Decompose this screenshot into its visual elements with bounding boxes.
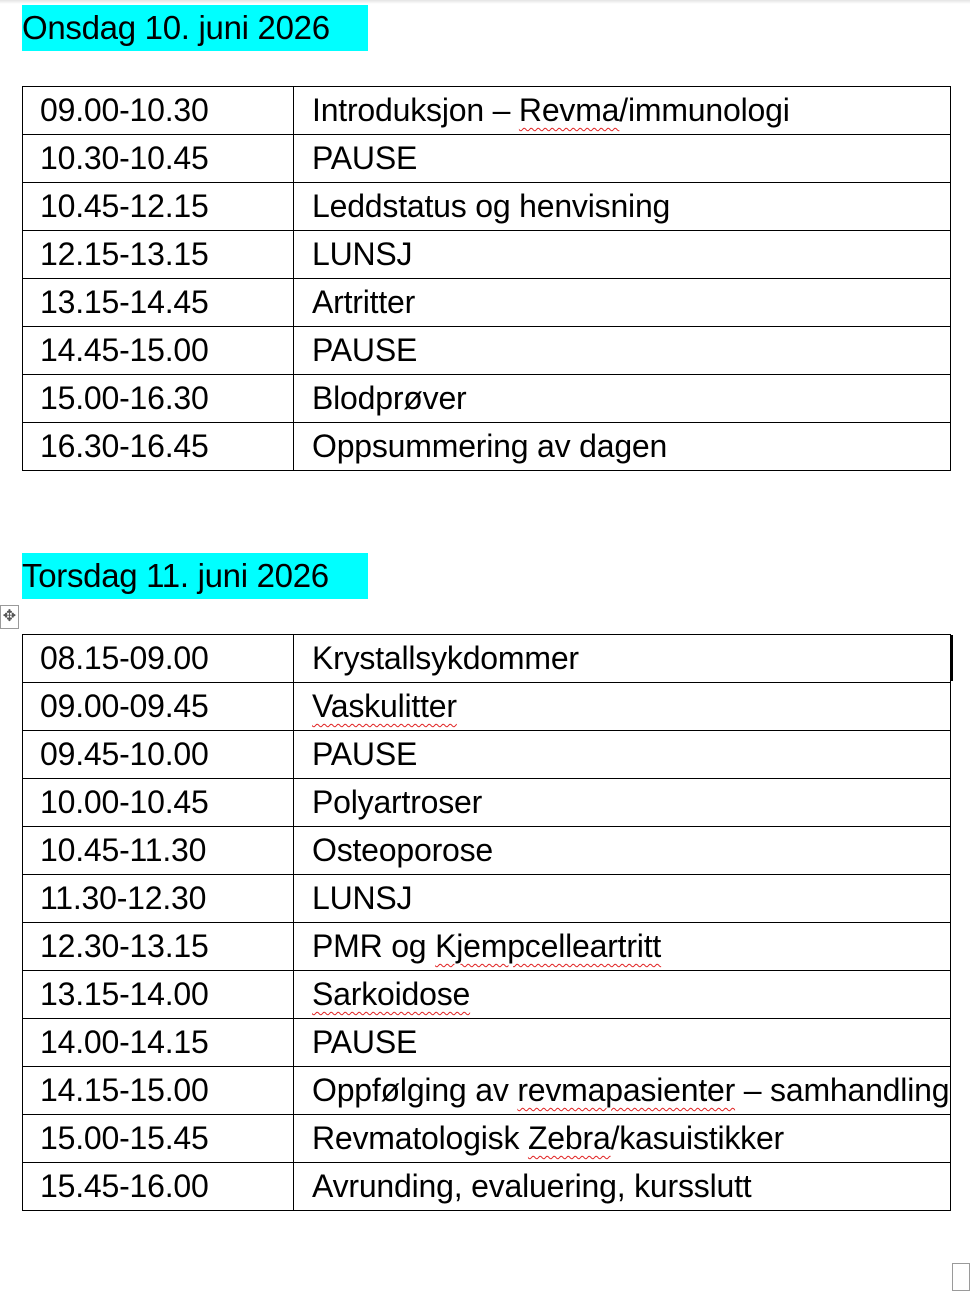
activity-cell[interactable]	[294, 183, 951, 231]
activity-text: PMR og	[312, 928, 436, 964]
schedule-table-thursday	[22, 634, 951, 1211]
time-text: 13.15-14.00	[40, 976, 209, 1012]
schedule-row	[23, 375, 951, 423]
move-arrows-icon: ✥	[2, 608, 17, 625]
spellcheck-flagged-word[interactable]: Kjempcelleartritt	[435, 928, 662, 964]
schedule-row	[23, 135, 951, 183]
activity-cell[interactable]	[294, 779, 951, 827]
time-text: 10.30-10.45	[40, 140, 209, 176]
time-slot[interactable]	[23, 135, 294, 183]
spellcheck-flagged-word[interactable]: Revma	[518, 92, 620, 128]
time-slot[interactable]	[23, 375, 294, 423]
activity-text: Oppfølging av	[312, 1072, 518, 1108]
time-text: 14.15-15.00	[40, 1072, 209, 1108]
text-cursor	[950, 635, 953, 681]
schedule-table-wednesday	[22, 86, 951, 471]
spellcheck-flagged-word[interactable]: Vaskulitter	[312, 688, 457, 724]
time-text: 12.15-13.15	[40, 236, 209, 272]
activity-text: Blodprøver	[312, 380, 467, 416]
day-heading-wednesday: Onsdag 10. juni 2026	[22, 5, 368, 51]
activity-text: PAUSE	[312, 1024, 418, 1060]
time-slot[interactable]	[23, 683, 294, 731]
activity-text: Osteoporose	[312, 832, 494, 868]
activity-cell[interactable]	[294, 731, 951, 779]
schedule-row	[23, 1115, 951, 1163]
activity-cell[interactable]	[294, 375, 951, 423]
activity-cell[interactable]	[294, 1067, 951, 1115]
time-text: 15.00-15.45	[40, 1120, 209, 1156]
time-slot[interactable]	[23, 923, 294, 971]
activity-text: Polyartroser	[312, 784, 483, 820]
schedule-row	[23, 423, 951, 471]
time-slot[interactable]	[23, 1163, 294, 1211]
schedule-row	[23, 279, 951, 327]
time-text: 16.30-16.45	[40, 428, 209, 464]
activity-text: PAUSE	[312, 736, 418, 772]
activity-cell[interactable]	[294, 87, 951, 135]
schedule-row	[23, 87, 951, 135]
activity-cell[interactable]	[294, 875, 951, 923]
time-text: 15.45-16.00	[40, 1168, 209, 1204]
activity-cell[interactable]	[294, 231, 951, 279]
time-slot[interactable]	[23, 827, 294, 875]
activity-cell[interactable]	[294, 923, 951, 971]
time-text: 15.00-16.30	[40, 380, 209, 416]
spellcheck-flagged-word[interactable]: Sarkoidose	[312, 976, 471, 1012]
activity-text: Avrunding, evaluering, kursslutt	[312, 1168, 752, 1204]
activity-text: PAUSE	[312, 140, 418, 176]
time-text: 09.00-09.45	[40, 688, 209, 724]
table-resize-handle[interactable]	[952, 1263, 970, 1291]
activity-text: Leddstatus og henvisning	[312, 188, 671, 224]
activity-cell[interactable]	[294, 1115, 951, 1163]
time-slot[interactable]	[23, 1067, 294, 1115]
schedule-row	[23, 731, 951, 779]
time-text: 08.15-09.00	[40, 640, 209, 676]
activity-text: Revmatologisk	[312, 1120, 528, 1156]
time-slot[interactable]	[23, 635, 294, 683]
activity-cell[interactable]	[294, 827, 951, 875]
schedule-row	[23, 779, 951, 827]
spellcheck-flagged-word[interactable]: revmapasienter	[517, 1072, 736, 1108]
activity-cell[interactable]	[294, 683, 951, 731]
schedule-row	[23, 923, 951, 971]
time-slot[interactable]	[23, 231, 294, 279]
time-text: 11.30-12.30	[40, 880, 207, 916]
activity-text-suffix: /kasuistikker	[610, 1120, 785, 1156]
schedule-row	[23, 827, 951, 875]
time-text: 09.45-10.00	[40, 736, 209, 772]
time-slot[interactable]	[23, 1115, 294, 1163]
activity-cell[interactable]	[294, 635, 951, 683]
activity-cell[interactable]	[294, 1019, 951, 1067]
activity-cell[interactable]	[294, 327, 951, 375]
time-text: 12.30-13.15	[40, 928, 209, 964]
activity-text: Oppsummering av dagen	[312, 428, 668, 464]
time-text: 13.15-14.45	[40, 284, 209, 320]
schedule-row	[23, 1067, 951, 1115]
time-slot[interactable]	[23, 971, 294, 1019]
activity-text: Artritter	[312, 284, 416, 320]
schedule-row	[23, 683, 951, 731]
activity-text-suffix: /immunologi	[619, 92, 790, 128]
day-heading-thursday: Torsdag 11. juni 2026	[22, 553, 368, 599]
activity-cell[interactable]	[294, 971, 951, 1019]
schedule-row	[23, 635, 951, 683]
activity-cell[interactable]	[294, 135, 951, 183]
activity-text: LUNSJ	[312, 236, 413, 272]
time-slot[interactable]	[23, 87, 294, 135]
activity-cell[interactable]	[294, 1163, 951, 1211]
time-slot[interactable]	[23, 327, 294, 375]
schedule-row	[23, 875, 951, 923]
time-slot[interactable]	[23, 1019, 294, 1067]
time-text: 10.45-11.30	[40, 832, 207, 868]
schedule-row	[23, 231, 951, 279]
time-slot[interactable]	[23, 875, 294, 923]
schedule-row	[23, 1163, 951, 1211]
time-text: 10.45-12.15	[40, 188, 209, 224]
time-slot[interactable]	[23, 279, 294, 327]
schedule-row	[23, 183, 951, 231]
spellcheck-flagged-word[interactable]: Zebra	[527, 1120, 611, 1156]
schedule-row	[23, 971, 951, 1019]
activity-text-suffix: – samhandling	[735, 1072, 950, 1108]
activity-text: LUNSJ	[312, 880, 413, 916]
table-move-handle[interactable]	[0, 605, 19, 629]
activity-cell[interactable]	[294, 279, 951, 327]
activity-text: Introduksjon –	[312, 92, 519, 128]
schedule-row	[23, 1019, 951, 1067]
time-slot[interactable]	[23, 779, 294, 827]
window-top-edge	[0, 0, 970, 4]
time-text: 14.45-15.00	[40, 332, 209, 368]
time-text: 14.00-14.15	[40, 1024, 209, 1060]
activity-cell[interactable]	[294, 423, 951, 471]
time-slot[interactable]	[23, 731, 294, 779]
activity-text: PAUSE	[312, 332, 418, 368]
schedule-row	[23, 327, 951, 375]
time-text: 10.00-10.45	[40, 784, 209, 820]
time-text: 09.00-10.30	[40, 92, 209, 128]
time-slot[interactable]	[23, 423, 294, 471]
time-slot[interactable]	[23, 183, 294, 231]
activity-text: Krystallsykdommer	[312, 640, 579, 676]
